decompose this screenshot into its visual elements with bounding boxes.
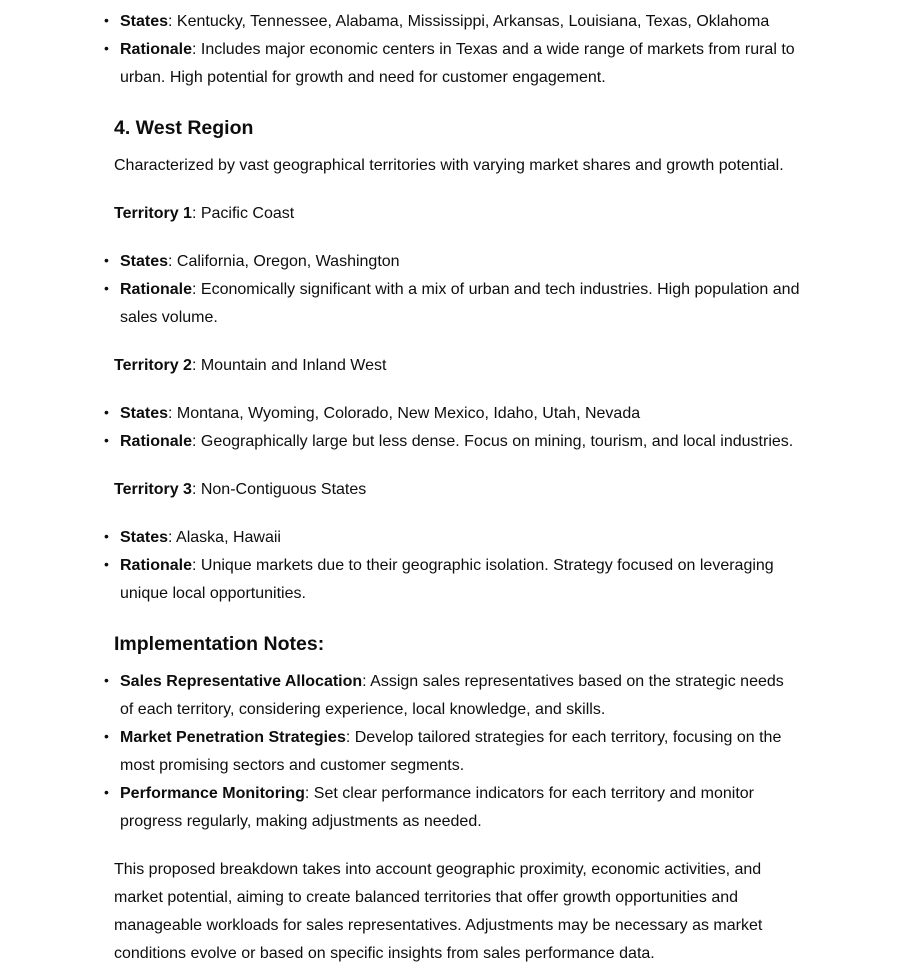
list-item — [0, 780, 800, 836]
territory-2-bullets — [0, 400, 800, 456]
bullet-text: : Develop tailored strategies for each territory, focusing on the most promising sectors and customer segments. — [120, 729, 782, 774]
list-item — [0, 400, 800, 428]
territory-3-title — [114, 476, 804, 504]
bullet-text: : Economically significant with a mix of urban and tech industries. High population and sales volume. — [120, 281, 800, 326]
bullet-label: States — [120, 253, 169, 270]
territory-label: Territory 1 — [114, 205, 192, 222]
implementation-heading: Implementation Notes: — [114, 633, 325, 655]
territory-3-bullets — [0, 524, 800, 608]
bullet-text: : Kentucky, Tennessee, Alabama, Mississippi, Arkansas, Louisiana, Texas, Oklahoma — [168, 13, 770, 30]
south-region-bullets — [0, 8, 800, 92]
bullet-text: : Geographically large but less dense. Focus on mining, tourism, and local industries. — [192, 433, 794, 450]
bullet-label: Performance Monitoring — [120, 785, 305, 802]
conclusion-paragraph: This proposed breakdown takes into account geographic proximity, economic activities, and market potential, aiming to create balanced territories that offer growth opportunities and manageable workloads for sales representatives. Adjustments may be necessary as market conditions evolve or based on specific insights from sales performance data. — [114, 861, 763, 962]
bullet-text: : Assign sales representatives based on the strategic needs of each territory, considering experience, local knowledge, and skills. — [120, 673, 784, 718]
territory-1-title — [114, 200, 804, 228]
bullet-label: Rationale — [120, 433, 193, 450]
bullet-text: : Alaska, Hawaii — [168, 529, 281, 546]
bullet-label: States — [120, 529, 169, 546]
bullet-label: Sales Representative Allocation — [120, 673, 363, 690]
bullet-label: Rationale — [120, 557, 193, 574]
territory-name: : Non-Contiguous States — [191, 481, 367, 498]
bullet-text: : California, Oregon, Washington — [168, 253, 400, 270]
list-item — [0, 552, 800, 608]
bullet-text: : Montana, Wyoming, Colorado, New Mexico, Idaho, Utah, Nevada — [168, 405, 641, 422]
bullet-label: Rationale — [120, 281, 193, 298]
list-item — [0, 8, 800, 36]
bullet-label: Market Penetration Strategies — [120, 729, 346, 746]
bullet-label: Rationale — [120, 41, 193, 58]
list-item — [0, 524, 800, 552]
territory-2-title — [114, 352, 804, 380]
territory-label: Territory 3 — [114, 481, 192, 498]
bullet-text: : Includes major economic centers in Texas and a wide range of markets from rural to urban. High potential for growth and need for customer engagement. — [120, 41, 795, 86]
implementation-bullets — [0, 668, 800, 836]
list-item — [0, 276, 800, 332]
territory-label: Territory 2 — [114, 357, 192, 374]
bullet-label: States — [120, 13, 169, 30]
west-region-intro: Characterized by vast geographical territories with varying market shares and growth potential. — [114, 157, 784, 174]
territory-name: : Pacific Coast — [191, 205, 295, 222]
list-item — [0, 724, 800, 780]
list-item — [0, 248, 800, 276]
list-item — [0, 668, 800, 724]
list-item — [0, 428, 800, 456]
bullet-text: : Unique markets due to their geographic isolation. Strategy focused on leveraging unique local opportunities. — [120, 557, 774, 602]
bullet-label: States — [120, 405, 169, 422]
bullet-text: : Set clear performance indicators for each territory and monitor progress regularly, making adjustments as needed. — [120, 785, 754, 830]
territory-name: : Mountain and Inland West — [191, 357, 387, 374]
west-region-heading: 4. West Region — [114, 117, 254, 139]
list-item — [0, 36, 800, 92]
territory-1-bullets — [0, 248, 800, 332]
